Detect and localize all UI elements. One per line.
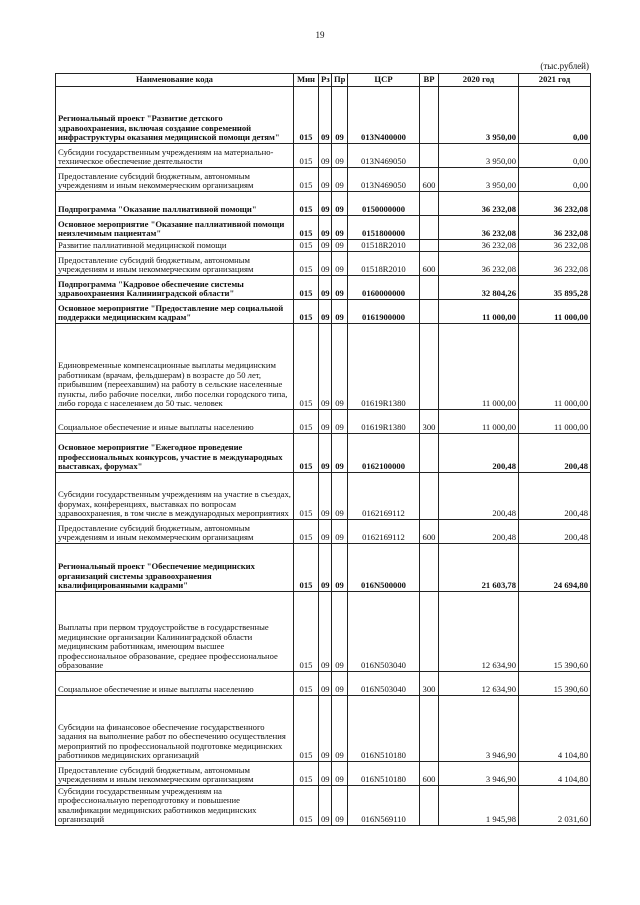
cell-y2020: 21 603,78 [439,544,519,592]
cell-y2021: 36 232,08 [519,216,591,240]
header-name: Наименование кода [56,74,294,87]
cell-vr [420,324,439,410]
table-row [56,216,591,240]
cell-csr: 01518R2010 [348,252,420,276]
table-row [56,520,591,544]
cell-min: 015 [294,87,319,144]
cell-y2021: 36 232,08 [519,252,591,276]
cell-pr: 09 [332,216,348,240]
cell-csr: 0161900000 [348,300,420,324]
table-row [56,324,591,410]
cell-vr [420,786,439,826]
cell-y2021: 2 031,60 [519,786,591,826]
table-row [56,473,591,520]
cell-y2021: 4 104,80 [519,762,591,786]
cell-y2020: 11 000,00 [439,410,519,434]
cell-name: Предоставление субсидий бюджетным, автономным учреждениям и иным некоммерческим организациям [56,168,294,192]
cell-name: Развитие паллиативной медицинской помощи [56,240,294,252]
cell-pr: 09 [332,762,348,786]
cell-vr: 600 [420,520,439,544]
cell-rz: 09 [319,324,332,410]
cell-rz: 09 [319,216,332,240]
cell-y2020: 36 232,08 [439,216,519,240]
cell-y2021: 0,00 [519,168,591,192]
header-csr: ЦСР [348,74,420,87]
cell-pr: 09 [332,300,348,324]
cell-vr [420,240,439,252]
cell-y2020: 36 232,08 [439,240,519,252]
cell-rz: 09 [319,672,332,696]
cell-vr [420,473,439,520]
cell-rz: 09 [319,87,332,144]
cell-min: 015 [294,592,319,672]
cell-min: 015 [294,300,319,324]
cell-name: Социальное обеспечение и иные выплаты населению [56,672,294,696]
table-row [56,762,591,786]
cell-min: 015 [294,144,319,168]
cell-rz: 09 [319,520,332,544]
cell-y2021: 15 390,60 [519,672,591,696]
cell-csr: 0151800000 [348,216,420,240]
cell-pr: 09 [332,87,348,144]
cell-y2021: 0,00 [519,87,591,144]
cell-name: Предоставление субсидий бюджетным, автономным учреждениям и иным некоммерческим организациям [56,252,294,276]
cell-pr: 09 [332,672,348,696]
cell-rz: 09 [319,786,332,826]
table-row [56,192,591,216]
cell-rz: 09 [319,144,332,168]
table-header-row [56,74,591,87]
table-row [56,696,591,762]
cell-csr: 013N469050 [348,168,420,192]
cell-csr: 01619R1380 [348,410,420,434]
cell-y2020: 200,48 [439,520,519,544]
cell-csr: 013N469050 [348,144,420,168]
cell-pr: 09 [332,592,348,672]
cell-y2020: 3 950,00 [439,87,519,144]
cell-y2020: 3 950,00 [439,144,519,168]
cell-csr: 0162169112 [348,520,420,544]
table-row [56,240,591,252]
cell-name: Региональный проект "Развитие детского здравоохранения, включая создание современной инфраструктуры оказания медицинской помощи детям" [56,87,294,144]
table-row [56,410,591,434]
cell-y2021: 36 232,08 [519,240,591,252]
table-row [56,672,591,696]
cell-rz: 09 [319,192,332,216]
units-note: (тыс.рублей) [540,61,589,71]
cell-min: 015 [294,434,319,473]
cell-y2021: 35 895,28 [519,276,591,300]
cell-min: 015 [294,240,319,252]
cell-pr: 09 [332,192,348,216]
header-vr: ВР [420,74,439,87]
cell-name: Основное мероприятие "Предоставление мер социальной поддержки медицинским кадрам" [56,300,294,324]
cell-rz: 09 [319,696,332,762]
cell-y2020: 11 000,00 [439,324,519,410]
cell-y2020: 3 946,90 [439,696,519,762]
cell-csr: 016N569110 [348,786,420,826]
cell-y2020: 1 945,98 [439,786,519,826]
cell-y2021: 0,00 [519,144,591,168]
header-rz: Рз [319,74,332,87]
cell-min: 015 [294,786,319,826]
cell-y2020: 36 232,08 [439,252,519,276]
cell-rz: 09 [319,410,332,434]
header-2020: 2020 год [439,74,519,87]
cell-name: Единовременные компенсационные выплаты медицинским работникам (врачам, фельдшерам) в возрасте до 50 лет, прибывшим (переехавшим) на работу в сельские населенные пункты, либо рабочие поселки, либо поселки городского типа, либо города с населением до 50 тыс. человек [56,324,294,410]
cell-y2021: 11 000,00 [519,324,591,410]
table-row [56,276,591,300]
table-row [56,168,591,192]
cell-y2021: 4 104,80 [519,696,591,762]
cell-y2021: 24 694,80 [519,544,591,592]
cell-pr: 09 [332,324,348,410]
cell-name: Субсидии государственным учреждениям на профессиональную переподготовку и повышение квалификации медицинских работников медицинских организаций [56,786,294,826]
cell-name: Предоставление субсидий бюджетным, автономным учреждениям и иным некоммерческим организациям [56,520,294,544]
cell-min: 015 [294,520,319,544]
cell-vr [420,192,439,216]
cell-pr: 09 [332,276,348,300]
cell-min: 015 [294,410,319,434]
cell-vr [420,87,439,144]
cell-name: Региональный проект "Обеспечение медицинских организаций системы здравоохранения квалифицированными кадрами" [56,544,294,592]
cell-name: Предоставление субсидий бюджетным, автономным учреждениям и иным некоммерческим организациям [56,762,294,786]
cell-pr: 09 [332,786,348,826]
cell-rz: 09 [319,168,332,192]
cell-min: 015 [294,473,319,520]
cell-rz: 09 [319,252,332,276]
cell-y2021: 11 000,00 [519,300,591,324]
cell-y2021: 15 390,60 [519,592,591,672]
cell-pr: 09 [332,144,348,168]
cell-rz: 09 [319,240,332,252]
table-body [56,87,591,826]
cell-vr [420,592,439,672]
cell-y2021: 200,48 [519,473,591,520]
cell-vr [420,276,439,300]
cell-pr: 09 [332,240,348,252]
cell-name: Основное мероприятие "Оказание паллиативной помощи неизлечимым пациентам" [56,216,294,240]
cell-vr [420,434,439,473]
cell-csr: 016N500000 [348,544,420,592]
cell-csr: 0162169112 [348,473,420,520]
cell-name: Субсидии государственным учреждениям на материально-техническое обеспечение деятельности [56,144,294,168]
cell-pr: 09 [332,696,348,762]
cell-y2021: 200,48 [519,434,591,473]
cell-y2020: 200,48 [439,473,519,520]
cell-pr: 09 [332,168,348,192]
cell-rz: 09 [319,544,332,592]
cell-y2020: 12 634,90 [439,592,519,672]
table-row [56,592,591,672]
cell-y2020: 3 950,00 [439,168,519,192]
cell-pr: 09 [332,520,348,544]
cell-min: 015 [294,762,319,786]
cell-y2020: 36 232,08 [439,192,519,216]
cell-min: 015 [294,544,319,592]
cell-min: 015 [294,216,319,240]
cell-name: Выплаты при первом трудоустройстве в государственные медицинские организации Калининградской области медицинским работникам, имеющим высшее профессиональное образование, среднее профессиональное образование [56,592,294,672]
header-2021: 2021 год [519,74,591,87]
cell-min: 015 [294,672,319,696]
table-row [56,87,591,144]
cell-vr: 600 [420,762,439,786]
cell-name: Субсидии на финансовое обеспечение государственного задания на выполнение работ по обеспечению осуществления мероприятий по профессиональной подготовке медицинских работников медицинских организаций [56,696,294,762]
cell-csr: 0150000000 [348,192,420,216]
cell-min: 015 [294,696,319,762]
cell-min: 015 [294,168,319,192]
cell-y2020: 12 634,90 [439,672,519,696]
cell-pr: 09 [332,544,348,592]
cell-csr: 016N503040 [348,672,420,696]
cell-rz: 09 [319,473,332,520]
cell-min: 015 [294,276,319,300]
cell-rz: 09 [319,300,332,324]
cell-vr [420,696,439,762]
header-min: Мин [294,74,319,87]
cell-name: Подпрограмма "Кадровое обеспечение системы здравоохранения Калининградской области" [56,276,294,300]
cell-csr: 016N503040 [348,592,420,672]
cell-csr: 016N510180 [348,696,420,762]
cell-rz: 09 [319,276,332,300]
table-row [56,786,591,826]
cell-vr: 300 [420,672,439,696]
cell-pr: 09 [332,252,348,276]
cell-y2020: 11 000,00 [439,300,519,324]
cell-rz: 09 [319,592,332,672]
cell-vr [420,544,439,592]
budget-table [55,73,591,826]
cell-rz: 09 [319,762,332,786]
table-row [56,144,591,168]
cell-vr: 600 [420,252,439,276]
cell-csr: 0160000000 [348,276,420,300]
table-row [56,252,591,276]
cell-y2021: 36 232,08 [519,192,591,216]
cell-vr [420,216,439,240]
cell-y2021: 200,48 [519,520,591,544]
cell-pr: 09 [332,434,348,473]
cell-csr: 016N510180 [348,762,420,786]
cell-pr: 09 [332,473,348,520]
table-row [56,544,591,592]
cell-csr: 013N400000 [348,87,420,144]
cell-vr [420,300,439,324]
cell-csr: 01619R1380 [348,324,420,410]
page-number: 19 [315,30,325,40]
cell-vr [420,144,439,168]
cell-min: 015 [294,252,319,276]
cell-name: Подпрограмма "Оказание паллиативной помощи" [56,192,294,216]
cell-vr: 600 [420,168,439,192]
cell-y2020: 200,48 [439,434,519,473]
cell-y2020: 3 946,90 [439,762,519,786]
cell-name: Социальное обеспечение и иные выплаты населению [56,410,294,434]
cell-name: Субсидии государственным учреждениям на участие в съездах, форумах, конференциях, выставках по вопросам здравоохранения, в том числе в международных мероприятиях [56,473,294,520]
cell-min: 015 [294,192,319,216]
cell-y2021: 11 000,00 [519,410,591,434]
cell-csr: 01518R2010 [348,240,420,252]
cell-pr: 09 [332,410,348,434]
table-row [56,434,591,473]
cell-min: 015 [294,324,319,410]
header-pr: Пр [332,74,348,87]
cell-rz: 09 [319,434,332,473]
cell-vr: 300 [420,410,439,434]
cell-name: Основное мероприятие "Ежегодное проведение профессиональных конкурсов, участие в международных выставках, форумах" [56,434,294,473]
cell-y2020: 32 804,26 [439,276,519,300]
cell-csr: 0162100000 [348,434,420,473]
table-row [56,300,591,324]
